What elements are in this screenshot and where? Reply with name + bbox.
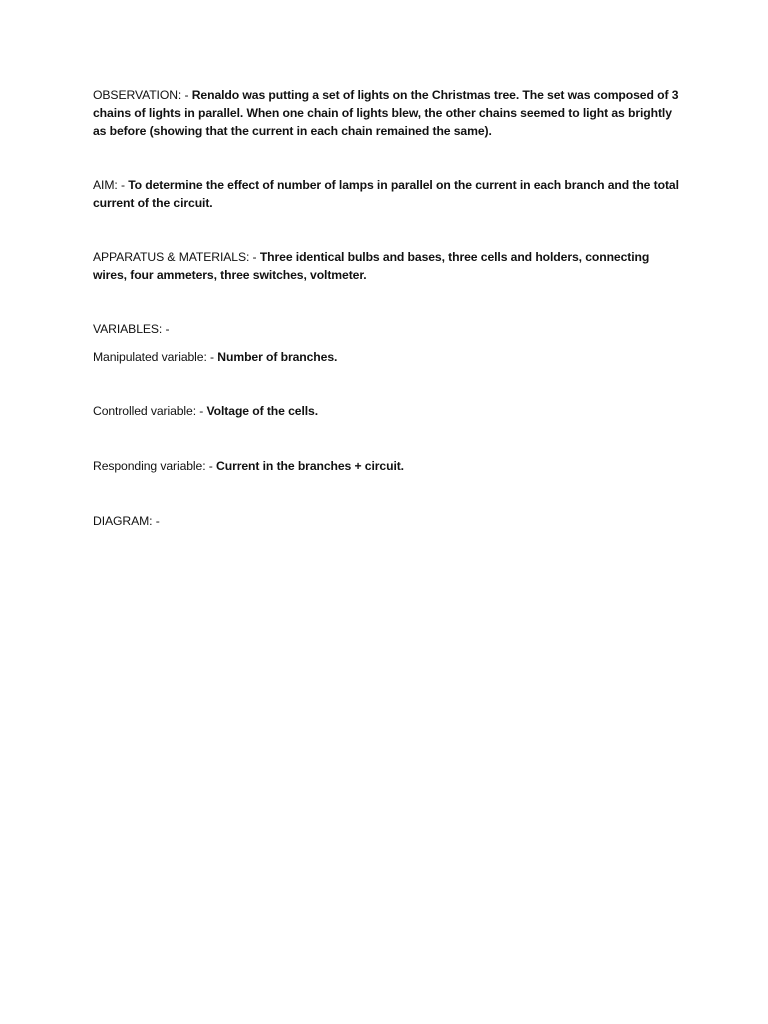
apparatus-paragraph (93, 248, 683, 284)
observation-text: Renaldo was putting a set of lights on the Christmas tree. The set was composed of 3 chains of lights in parallel. When one chain of lights blew, the other chains seemed to light as brightly as before (showing that the current in each chain remained the same). (93, 88, 679, 138)
variables-heading (93, 320, 683, 338)
aim-label: AIM: - (93, 178, 129, 192)
manipulated-variable-text: Number of branches. (217, 350, 338, 364)
manipulated-variable-line (93, 348, 683, 366)
controlled-variable-line (93, 402, 683, 420)
aim-text: To determine the effect of number of lamps in parallel on the current in each branch and the total current of the circuit. (93, 178, 679, 210)
controlled-variable-text: Voltage of the cells. (206, 404, 318, 418)
manipulated-variable-label: Manipulated variable: - (93, 350, 218, 364)
diagram-label: DIAGRAM: - (93, 514, 160, 528)
responding-variable-label: Responding variable: - (93, 459, 217, 473)
diagram-heading (93, 512, 683, 530)
responding-variable-text: Current in the branches + circuit. (216, 459, 404, 473)
observation-paragraph (93, 86, 683, 140)
apparatus-label: APPARATUS & MATERIALS: - (93, 250, 260, 264)
controlled-variable-label: Controlled variable: - (93, 404, 207, 418)
observation-label: OBSERVATION: - (93, 88, 192, 102)
variables-label: VARIABLES: - (93, 322, 170, 336)
aim-paragraph (93, 176, 683, 212)
responding-variable-line (93, 457, 683, 475)
apparatus-text: Three identical bulbs and bases, three cells and holders, connecting wires, four ammeters, three switches, voltmeter. (93, 250, 650, 282)
